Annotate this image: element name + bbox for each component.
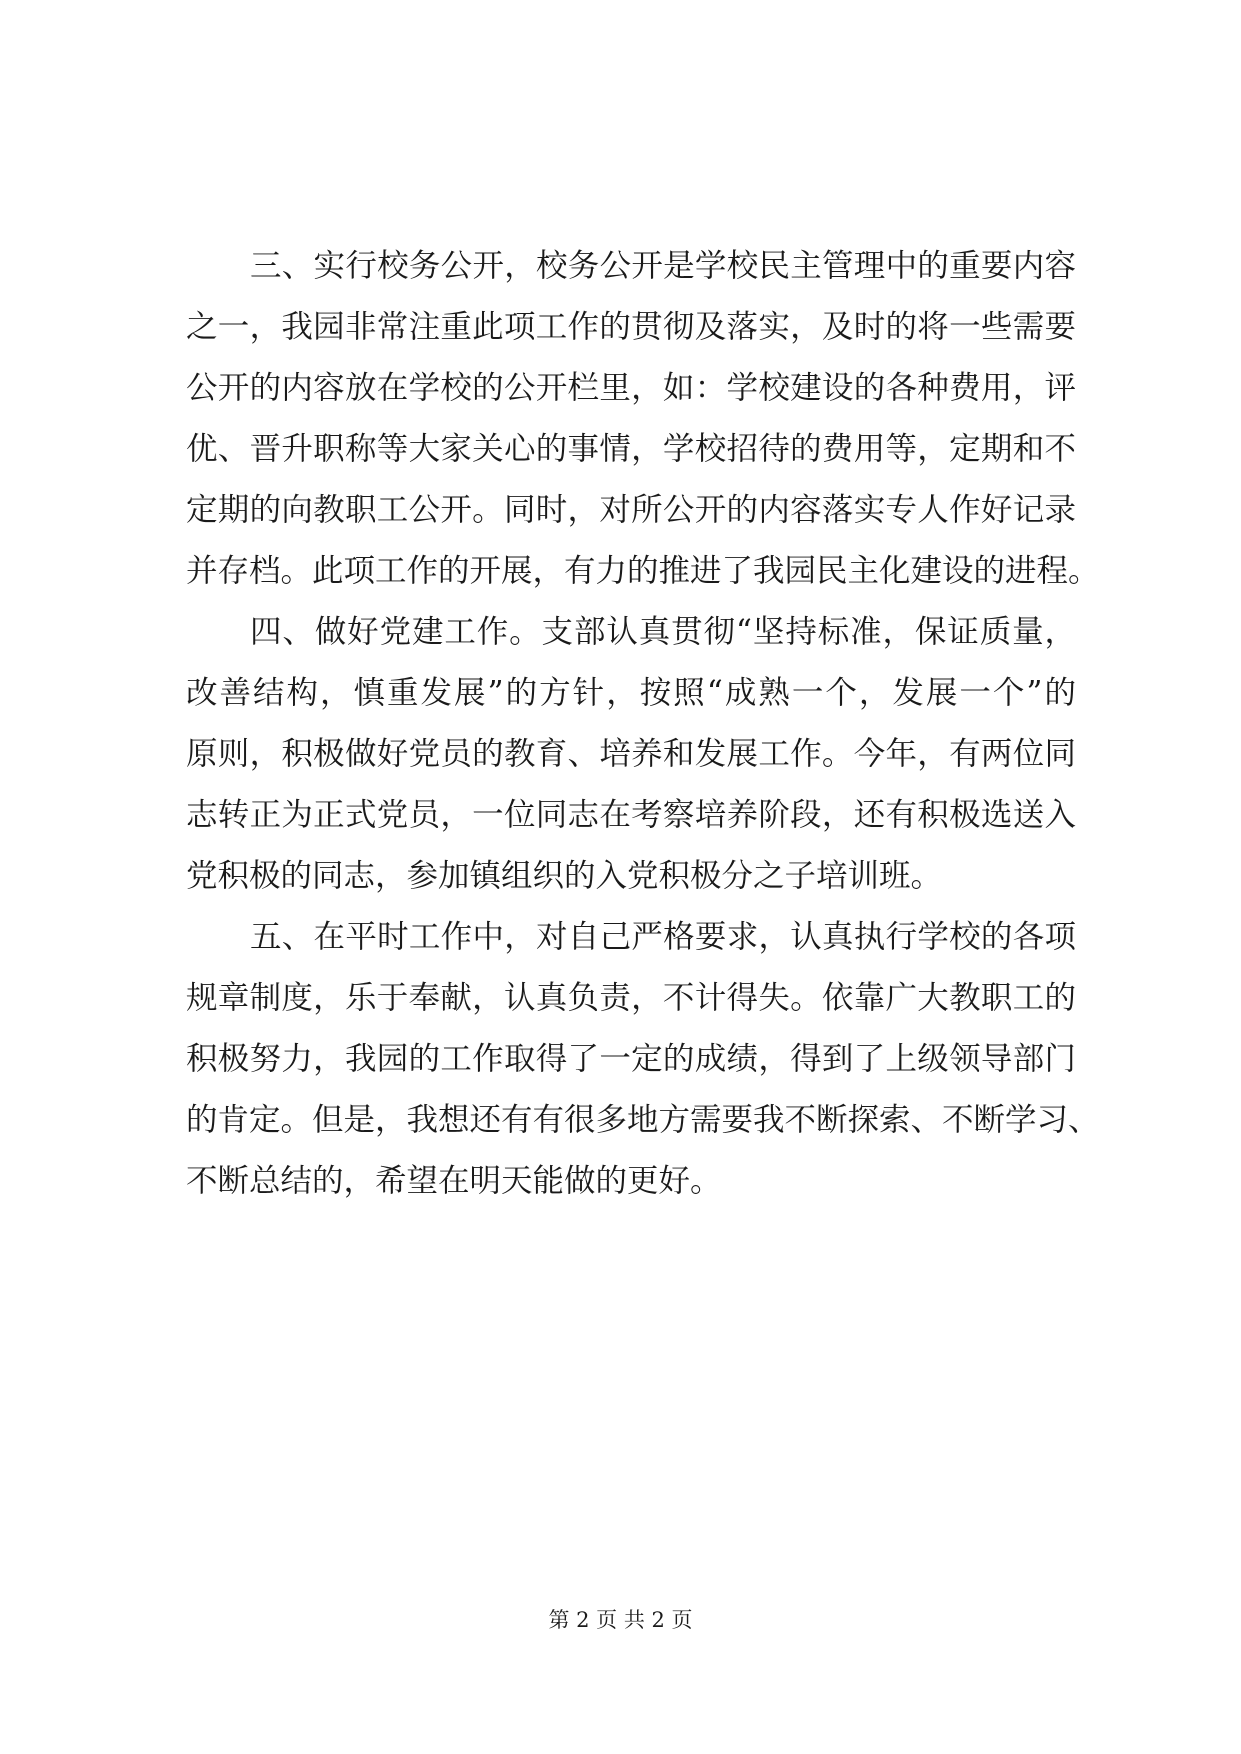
text-line: 公开的内容放在学校的公开栏里，如：学校建设的各种费用，评 [186,370,1076,406]
text-line: 原则，积极做好党员的教育、培养和发展工作。今年，有两位同 [186,736,1076,772]
paragraph-daily-work [186,907,1100,1212]
text-line: 的肯定。但是，我想还有有很多地方需要我不断探索、不断学习、 [186,1102,1100,1138]
text-line: 三、实行校务公开，校务公开是学校民主管理中的重要内容 [250,248,1076,284]
text-line: 四、做好党建工作。支部认真贯彻“坚持标准，保证质量， [250,614,1076,650]
text-line: 并存档。此项工作的开展，有力的推进了我园民主化建设的进程。 [186,553,1100,589]
text-line: 定期的向教职工公开。同时，对所公开的内容落实专人作好记录 [186,492,1076,528]
text-line: 五、在平时工作中，对自己严格要求，认真执行学校的各项 [250,919,1076,955]
text-line: 不断总结的，希望在明天能做的更好。 [186,1163,722,1199]
text-line: 党积极的同志，参加镇组织的入党积极分之子培训班。 [186,858,943,894]
paragraph-party-building [186,602,1076,907]
document-body [186,236,1100,1212]
page-number-footer: 第 2 页 共 2 页 [548,1608,693,1632]
text-line: 改善结构，慎重发展”的方针，按照“成熟一个，发展一个”的 [186,675,1076,711]
text-line: 优、晋升职称等大家关心的事情，学校招待的费用等，定期和不 [186,431,1076,467]
paragraph-school-affairs-disclosure [186,236,1100,602]
text-line: 之一，我园非常注重此项工作的贯彻及落实，及时的将一些需要 [186,309,1076,345]
text-line: 规章制度，乐于奉献，认真负责，不计得失。依靠广大教职工的 [186,980,1076,1016]
text-line: 志转正为正式党员，一位同志在考察培养阶段，还有积极选送入 [186,797,1076,833]
text-line: 积极努力，我园的工作取得了一定的成绩，得到了上级领导部门 [186,1041,1076,1077]
